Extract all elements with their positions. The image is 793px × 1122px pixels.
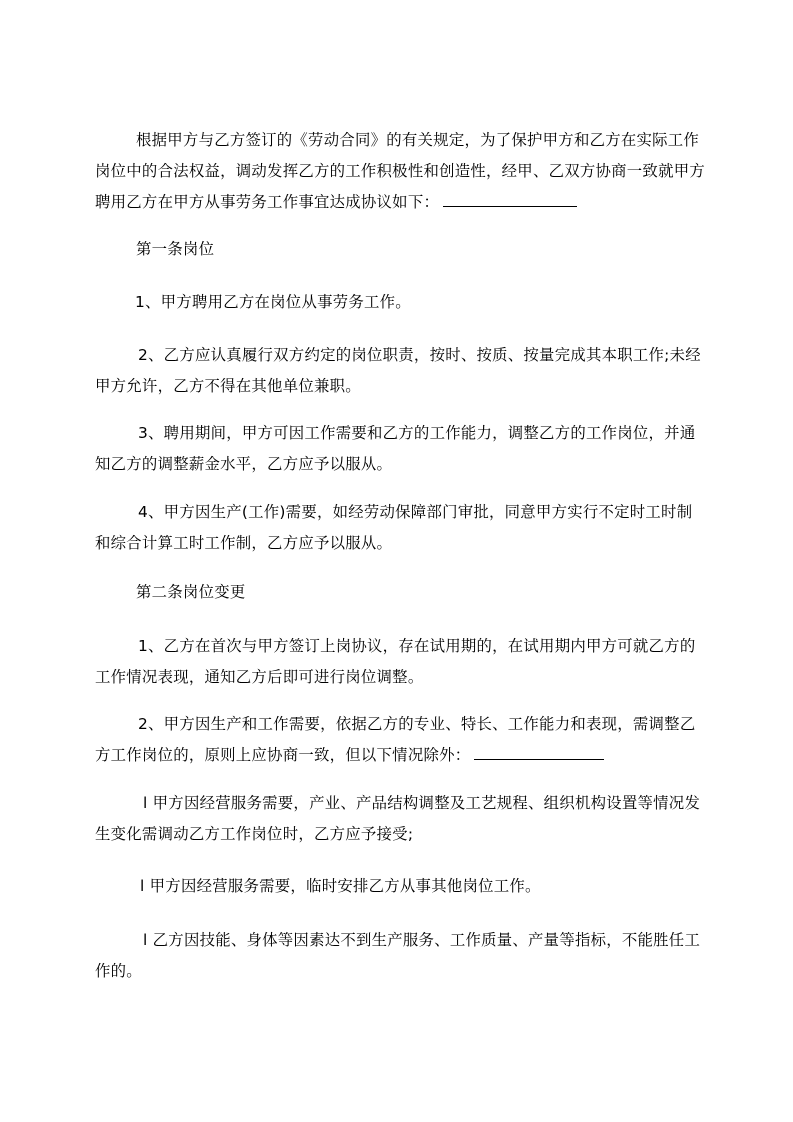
fill-in-blank[interactable]: [474, 745, 604, 760]
article2-clause-1: 1、乙方在首次与甲方签订上岗协议，存在试用期的，在试用期内甲方可就乙方的工作情况表现，通知乙方后即可进行岗位调整。: [95, 637, 696, 686]
article2-clause-2-text: 2、甲方因生产和工作需要，依据乙方的专业、特长、工作能力和表现，需调整乙方工作岗位的，原则上应协商一致，但以下情况除外：: [95, 715, 696, 764]
article1-clause-1: 1、甲方聘用乙方在岗位从事劳务工作。: [135, 293, 411, 311]
exception-item-1: l 甲方因经营服务需要，产业、产品结构调整及工艺规程、组织机构设置等情况发生变化需调动乙方工作岗位时，乙方应予接受;: [95, 794, 701, 843]
article1-clause-3: 3、聘用期间，甲方可因工作需要和乙方的工作能力，调整乙方的工作岗位，并通知乙方的调整薪金水平，乙方应予以服从。: [95, 424, 696, 473]
article2-heading: 第二条岗位变更: [136, 583, 246, 601]
intro-text: 根据甲方与乙方签订的《劳动合同》的有关规定，为了保护甲方和乙方在实际工作岗位中的合法权益，调动发挥乙方的工作积极性和创造性，经甲、乙双方协商一致就甲方聘用乙方在甲方从事劳务工作事宜达成协议如下：: [95, 131, 705, 211]
intro-paragraph: [95, 125, 705, 218]
exception-item-2: l 甲方因经营服务需要，临时安排乙方从事其他岗位工作。: [140, 877, 541, 895]
exception-item-3: l 乙方因技能、身体等因素达不到生产服务、工作质量、产量等指标，不能胜任工作的。: [95, 931, 701, 980]
article1-clause-2: 2、乙方应认真履行双方约定的岗位职责，按时、按质、按量完成其本职工作;未经甲方允许，乙方不得在其他单位兼职。: [95, 346, 701, 395]
article1-clause-4: 4、甲方因生产(工作)需要，如经劳动保障部门审批，同意甲方实行不定时工时制和综合计算工时工作制，乙方应予以服从。: [95, 503, 693, 552]
article2-clause-2: [95, 709, 705, 771]
article1-heading: 第一条岗位: [136, 240, 215, 258]
fill-in-blank[interactable]: [443, 192, 577, 207]
